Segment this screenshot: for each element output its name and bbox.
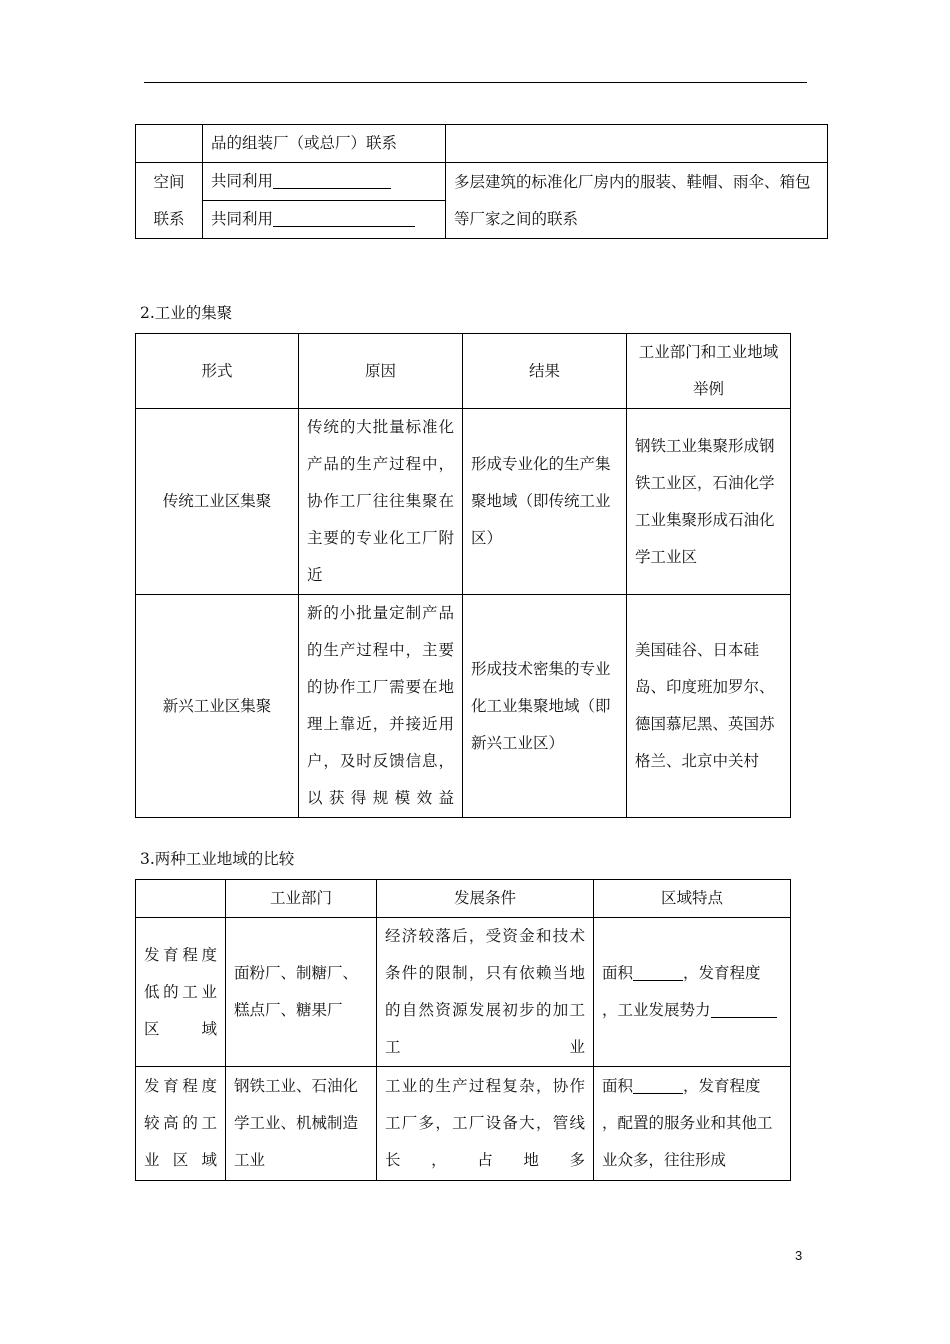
table-cell: 品的组装厂（或总厂）联系 [203,125,446,163]
table-cell: 多层建筑的标准化厂房内的服装、鞋帽、雨伞、箱包等厂家之间的联系 [446,163,828,239]
table-cell [203,201,446,239]
feature-text: ，发育程度 [683,964,761,982]
section-heading: 3.两种工业地域的比较 [140,850,295,868]
fill-blank [711,999,777,1018]
feature-text: ，工业发展势力 [602,1001,711,1019]
region-compare-table [135,879,791,1181]
fill-blank [273,208,415,227]
table-cell: 工业的生产过程复杂，协作工厂多，工厂设备大，管线长，占地多 [377,1067,594,1181]
feature-text: ，配置的服务业和其他工业众多，往往形成 [602,1114,773,1169]
table-cell: 面粉厂、制糖厂、糕点厂、糖果厂 [226,918,377,1067]
column-header: 工业部门和工业地域举例 [627,334,791,409]
table-cell: 钢铁工业、石油化学工业、机械制造工业 [226,1067,377,1181]
column-header: 形式 [136,334,299,409]
table-cell [594,918,791,1067]
table-cell: 传统的大批量标准化产品的生产过程中，协作工厂往往集聚在主要的专业化工厂附近 [299,409,463,595]
table-cell [446,125,828,163]
table-cell: 经济较落后，受资金和技术条件的限制，只有依赖当地的自然资源发展初步的加工工业 [377,918,594,1067]
fill-blank [273,170,391,189]
table-cell: 钢铁工业集聚形成钢铁工业区，石油化学工业集聚形成石油化学工业区 [627,409,791,595]
table-cell [136,125,203,163]
table-cell: 形成专业化的生产集聚地域（即传统工业区） [463,409,627,595]
table-cell: 新兴工业区集聚 [136,595,299,818]
fill-blank [633,962,683,981]
column-header: 工业部门 [226,880,377,918]
table-cell: 美国硅谷、日本硅岛、印度班加罗尔、德国慕尼黑、英国苏格兰、北京中关村 [627,595,791,818]
table-cell: 新的小批量定制产品的生产过程中，主要的协作工厂需要在地理上靠近，并接近用户，及时反馈信息，以获得规模效益 [299,595,463,818]
fill-blank [633,1075,683,1094]
feature-text: ，发育程度 [683,1077,761,1095]
table-cell: 传统工业区集聚 [136,409,299,595]
row-label-line: 联系 [153,209,185,228]
row-label: 发育程度较高的工业区域 [136,1067,226,1181]
page-number: 3 [795,1248,803,1263]
row-label-line: 空间 [153,172,185,191]
column-header [136,880,226,918]
column-header: 区域特点 [594,880,791,918]
table-cell: 形成技术密集的专业化工业集聚地域（即新兴工业区） [463,595,627,818]
feature-text: 面积 [602,1077,634,1095]
section-heading: 2.工业的集聚 [140,304,233,322]
row-label: 发育程度低的工业区域 [136,918,226,1067]
industry-cluster-table [135,333,791,818]
feature-text: 面积 [602,964,634,982]
column-header: 原因 [299,334,463,409]
column-header: 发展条件 [377,880,594,918]
row-label [136,163,203,239]
item-text: 共同利用 [211,172,274,190]
header-rule [144,82,807,83]
spatial-link-table [135,124,828,239]
item-text: 共同利用 [211,210,274,228]
column-header: 结果 [463,334,627,409]
table-cell [594,1067,791,1181]
table-cell [203,163,446,201]
